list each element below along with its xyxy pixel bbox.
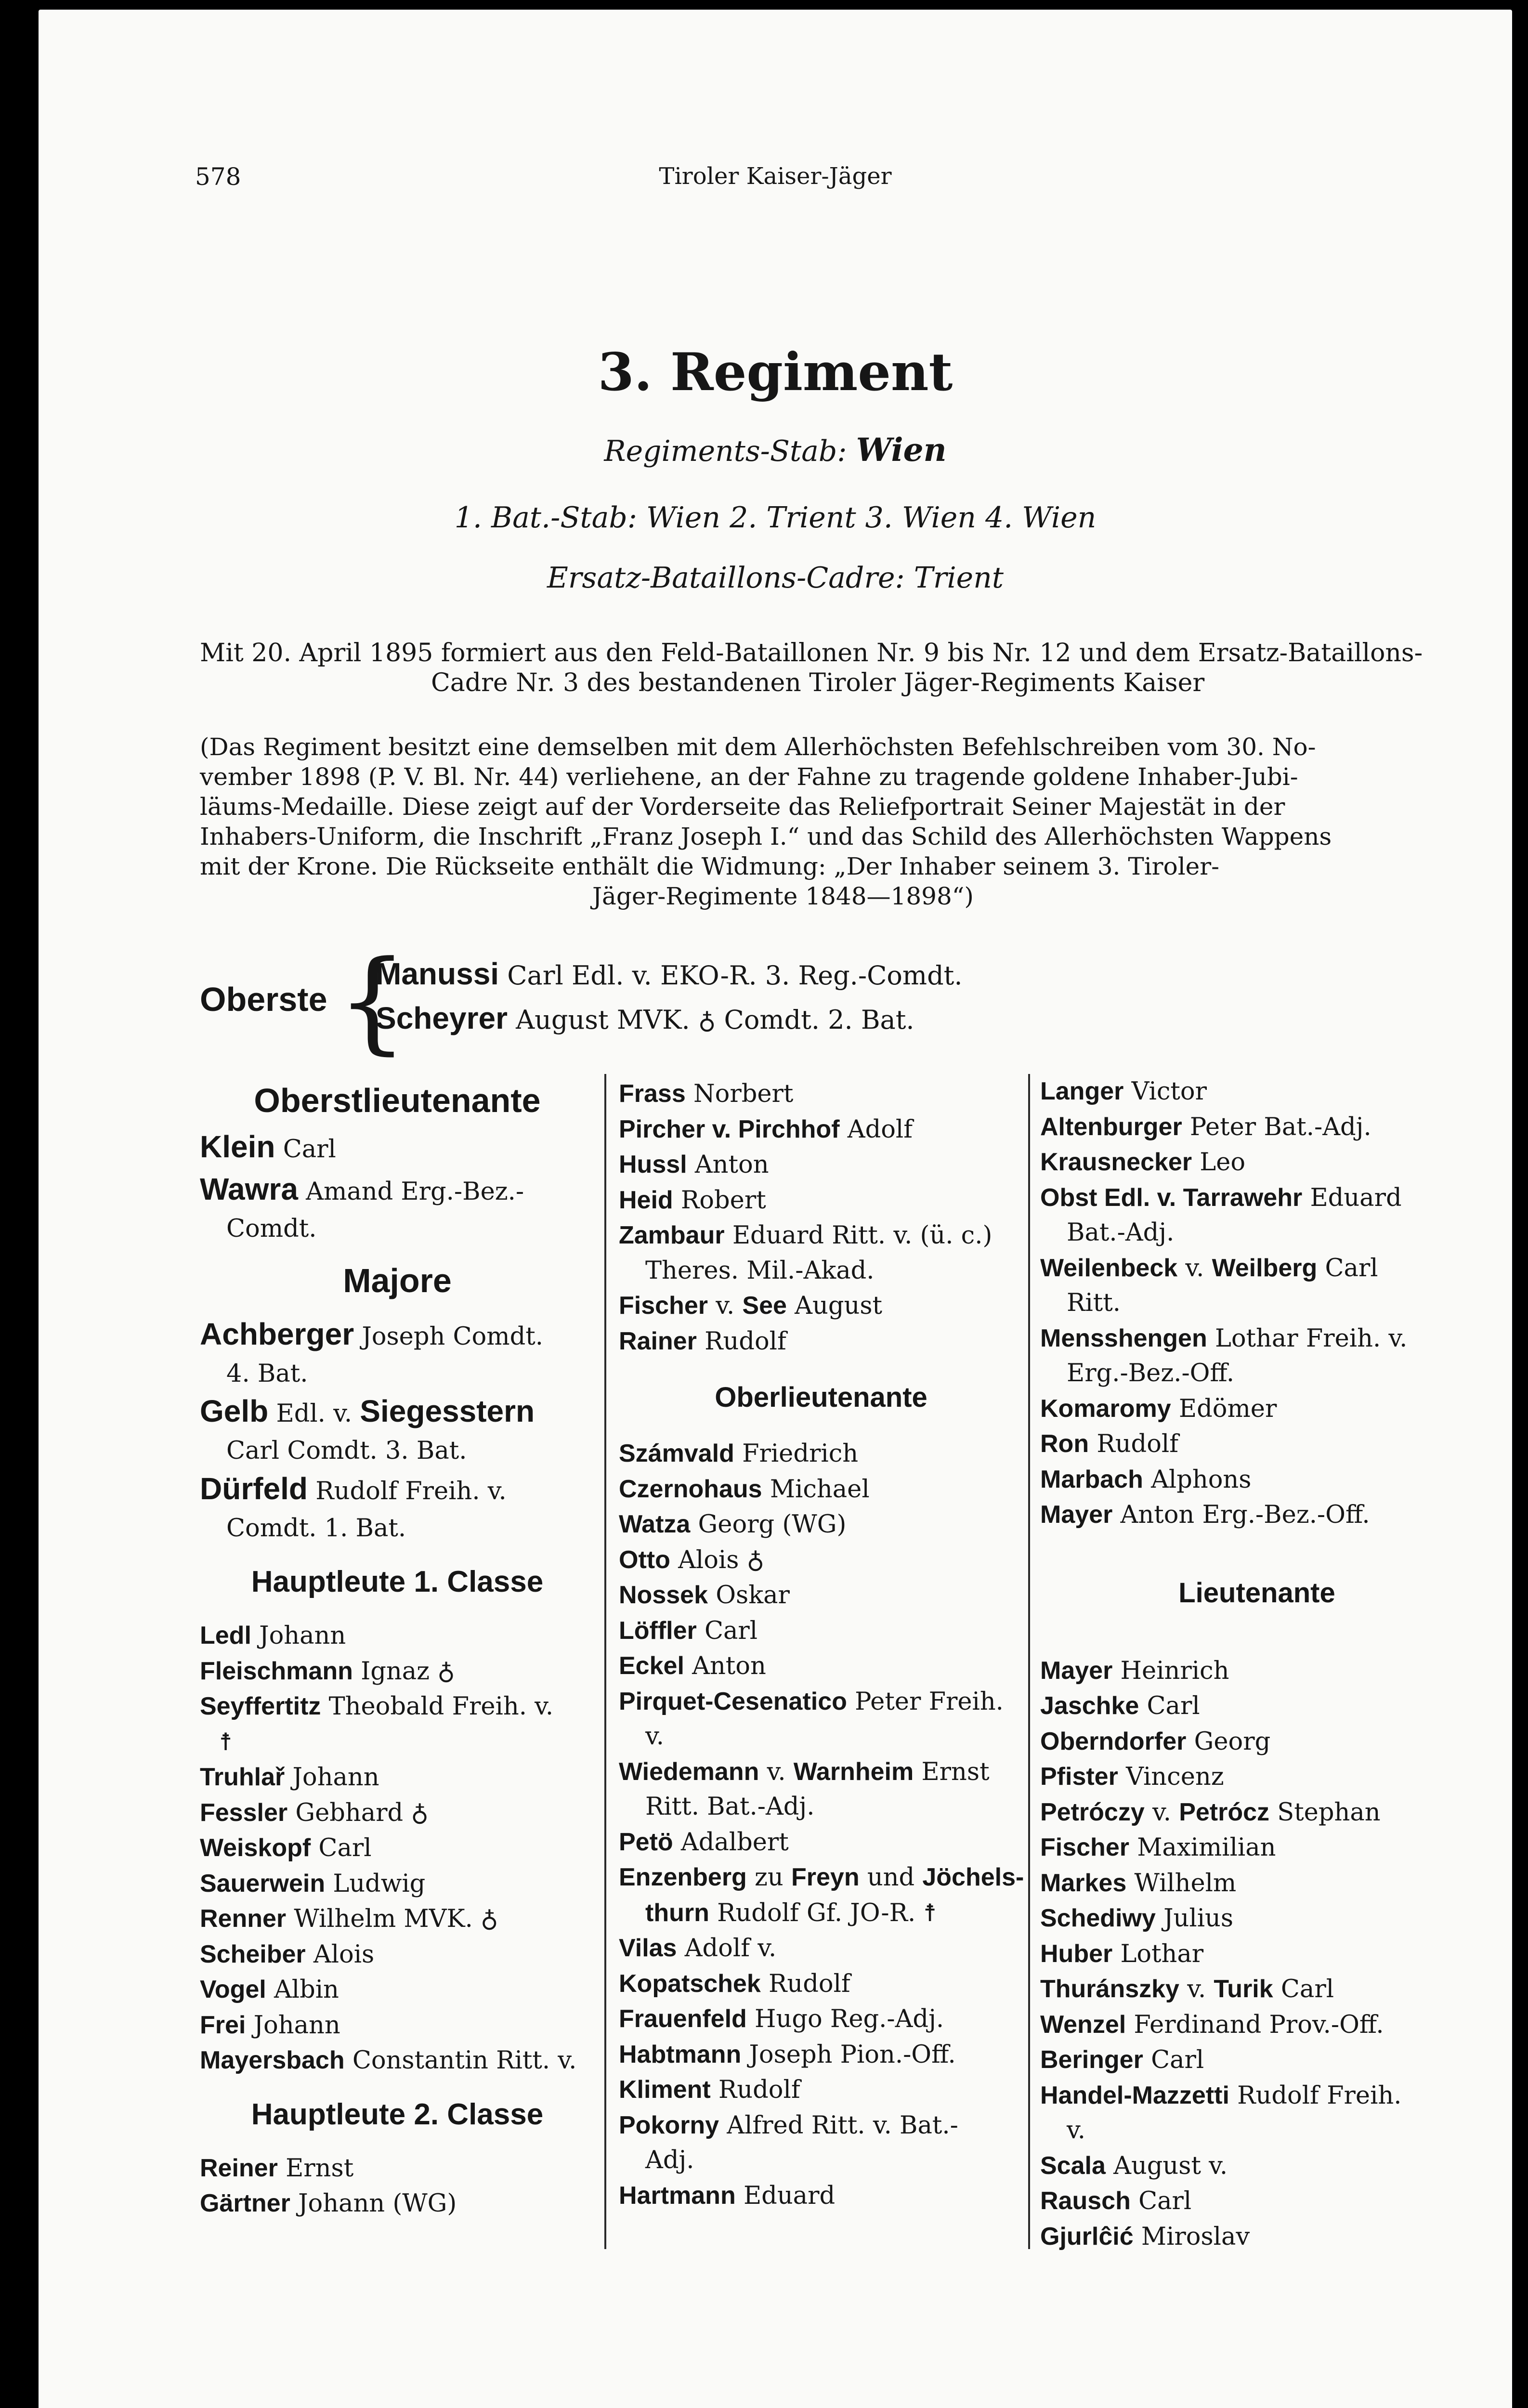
list-item	[200, 1169, 595, 1212]
entry-rest: Ernst	[921, 1757, 990, 1786]
list-item	[200, 2186, 595, 2222]
entry-name: Schediwy	[1040, 1904, 1156, 1932]
entry-rest: Johann (WG)	[298, 2189, 457, 2218]
cross-icon: ☨	[219, 1727, 233, 1756]
entry-name: See	[742, 1292, 787, 1320]
entry-rest: Theobald Freih. v.	[328, 1692, 554, 1721]
note-line: Jäger-Regimente 1848—1898“)	[592, 882, 974, 910]
note-line: Inhabers-Uniform, die Inschrift „Franz Joseph I.“ und das Schild des Allerhöchsten Wappens	[200, 823, 1332, 851]
entry-rest: Julius	[1163, 1904, 1234, 1933]
entry-name: Zambaur	[619, 1221, 725, 1249]
list-item	[619, 1288, 1023, 1324]
list-item	[1040, 1937, 1474, 1972]
entry-name: Marbach	[1040, 1465, 1143, 1493]
page-sheet	[39, 10, 1512, 2408]
decoration-icon: ♁	[437, 1657, 455, 1685]
entry-name: Löffler	[619, 1616, 697, 1645]
list-item	[200, 2043, 595, 2079]
list-item	[619, 1613, 1023, 1649]
entry-rest: Vincenz	[1126, 1763, 1224, 1791]
entry-rest: Maximilian	[1137, 1833, 1276, 1862]
entry-name: Mayer	[1040, 1656, 1113, 1685]
entry-name: Nossek	[619, 1581, 708, 1609]
entry-name: Hussl	[619, 1151, 687, 1178]
entry-rest: v.	[767, 1757, 786, 1786]
section-heading: Majore	[343, 1261, 452, 1299]
list-item-continuation	[619, 1896, 1023, 1931]
column-3	[1040, 1074, 1474, 2254]
oberste-rest: Carl Edl. v. EKO-R. 3. Reg.-Comdt.	[507, 960, 963, 991]
entry-name: Czernohaus	[619, 1475, 762, 1503]
entry-rest: Stephan	[1277, 1798, 1381, 1827]
entry-rest: Rudolf Gf. JO-R.	[717, 1898, 924, 1927]
list-item	[619, 1183, 1023, 1218]
entry-rest: Edl. v.	[276, 1400, 353, 1428]
entry-name: Frass	[619, 1080, 686, 1108]
list-item-continuation: Carl Comdt. 3. Bat.	[226, 1437, 467, 1465]
list-item	[200, 1972, 595, 2008]
entry-name: Beringer	[1040, 2046, 1143, 2074]
entry-rest: und	[867, 1863, 915, 1892]
entry-rest: Rudolf	[705, 1327, 786, 1356]
entry-rest: Alphons	[1151, 1465, 1252, 1494]
entry-rest: v.	[1187, 1975, 1206, 2003]
entry-rest: Amand Erg.-Bez.-	[306, 1178, 524, 1206]
entry-rest: Joseph Comdt.	[362, 1322, 543, 1351]
entry-rest: Leo	[1200, 1148, 1246, 1177]
entry-rest: Johann	[259, 1622, 346, 1650]
entry-rest: Carl	[1147, 1692, 1200, 1720]
list-item	[1040, 1688, 1474, 1724]
section-heading: Hauptleute 2. Classe	[251, 2097, 544, 2131]
entry-name: Ron	[1040, 1430, 1089, 1458]
entry-name: Fessler	[200, 1798, 288, 1827]
entry-rest: Wilhelm MVK.	[294, 1905, 481, 1933]
entry-rest: Edömer	[1178, 1394, 1277, 1423]
running-title: Tiroler Kaiser-Jäger	[659, 163, 892, 190]
list-item	[1040, 1724, 1474, 1760]
entry-rest: Carl	[704, 1616, 758, 1645]
list-item	[1040, 1866, 1474, 1901]
note-line: vember 1898 (P. V. Bl. Nr. 44) verliehene, an der Fahne zu tragende goldene Inhaber-Jubi-	[200, 763, 1298, 791]
list-item	[619, 1578, 1023, 1613]
list-item-continuation: Ritt. Bat.-Adj.	[645, 1793, 815, 1821]
list-item	[619, 1324, 1023, 1360]
entry-name: Komaromy	[1040, 1394, 1171, 1423]
entry-name: Fleischmann	[200, 1657, 353, 1685]
entry-name: Számvald	[619, 1440, 734, 1467]
entry-rest: v.	[1185, 1254, 1204, 1283]
entry-name: Siegesstern	[360, 1394, 535, 1428]
decoration-icon: ♁	[746, 1545, 765, 1574]
entry-rest: Anton Erg.-Bez.-Off.	[1120, 1501, 1370, 1529]
entry-name: Fischer	[1040, 1833, 1129, 1861]
entry-rest: Victor	[1131, 1077, 1207, 1106]
column-divider	[1028, 1074, 1030, 2249]
list-item	[619, 1754, 1023, 1790]
entry-name: Hartmann	[619, 2181, 736, 2210]
entry-rest: Albin	[274, 1976, 339, 2004]
entry-name: Renner	[200, 1905, 287, 1933]
list-item	[619, 1860, 1023, 1896]
list-item	[200, 1760, 595, 1795]
entry-rest: Carl	[318, 1834, 372, 1862]
oberste-name: Manussi	[376, 956, 499, 991]
list-item	[619, 1825, 1023, 1860]
entry-rest: Hugo Reg.-Adj.	[755, 2005, 944, 2033]
list-item	[1040, 2042, 1474, 2078]
list-item	[619, 1218, 1023, 1254]
entry-name: Weilenbeck	[1040, 1254, 1178, 1282]
list-item-continuation: 4. Bat.	[226, 1359, 308, 1388]
oberste-label: Oberste	[200, 981, 327, 1018]
list-item-continuation: Erg.-Bez.-Off.	[1067, 1359, 1235, 1387]
note-line: (Das Regiment besitzt eine demselben mit dem Allerhöchsten Befehlschreiben vom 30. No-	[200, 733, 1316, 761]
entry-name: Heid	[619, 1186, 673, 1214]
note-line: mit der Krone. Die Rückseite enthält die Widmung: „Der Inhaber seinem 3. Tiroler-	[200, 852, 1220, 880]
entry-rest: Carl	[283, 1135, 336, 1164]
list-item	[1040, 1391, 1474, 1427]
entry-name: Scheiber	[200, 1940, 306, 1968]
entry-rest: Norbert	[693, 1080, 794, 1108]
history-line-1: Mit 20. April 1895 formiert aus den Feld-Bataillonen Nr. 9 bis Nr. 12 und dem Ersatz-Bataillons-	[200, 639, 1423, 667]
entry-name: Scala	[1040, 2151, 1106, 2180]
list-item-continuation: Comdt. 1. Bat.	[226, 1514, 406, 1543]
entry-rest: Rudolf	[718, 2076, 800, 2104]
list-item	[200, 1618, 595, 1654]
entry-name: Pfister	[1040, 1763, 1118, 1791]
oberste-rest: August MVK.	[516, 1005, 698, 1035]
oberste-name: Scheyrer	[376, 1001, 508, 1035]
entry-rest: Robert	[680, 1186, 766, 1215]
entry-name: Langer	[1040, 1077, 1124, 1105]
entry-rest: Adolf v.	[684, 1934, 777, 1963]
list-item	[200, 1654, 595, 1689]
entry-rest: Wilhelm	[1134, 1869, 1237, 1898]
list-item	[200, 1901, 595, 1937]
list-item-continuation: Comdt.	[226, 1215, 317, 1243]
list-item	[200, 1469, 595, 1511]
entry-name: Seyffertitz	[200, 1692, 321, 1720]
entry-name: Pokorny	[619, 2111, 719, 2139]
list-item	[1040, 1497, 1474, 1533]
list-item	[619, 2037, 1023, 2073]
list-item	[619, 1436, 1023, 1472]
list-item	[200, 1391, 595, 1434]
entry-name: Petrócz	[1179, 1798, 1270, 1826]
entry-name: Pircher v. Pirchhof	[619, 1115, 840, 1143]
entry-rest: Heinrich	[1120, 1656, 1229, 1685]
entry-name: Fischer	[619, 1292, 708, 1320]
entry-name: Weilberg	[1212, 1254, 1318, 1282]
entry-rest: Eduard	[1310, 1183, 1402, 1212]
entry-name: Kopatschek	[619, 1969, 761, 1998]
entry-rest: Alois	[678, 1545, 747, 1574]
entry-rest: Miroslav	[1141, 2222, 1250, 2251]
battalion-staffs: 1. Bat.-Stab: Wien 2. Trient 3. Wien 4. Wien	[454, 501, 1097, 535]
entry-name: Handel-Mazzetti	[1040, 2081, 1229, 2109]
list-item	[619, 2108, 1023, 2144]
entry-rest: Eduard	[743, 2181, 836, 2210]
entry-name: Frauenfeld	[619, 2005, 747, 2033]
cross-icon: ☨	[923, 1898, 937, 1927]
entry-rest: Carl	[1325, 1254, 1378, 1283]
ersatz-cadre: Ersatz-Bataillons-Cadre: Trient	[547, 561, 1004, 595]
entry-rest: August v.	[1113, 2151, 1228, 2180]
list-item	[1040, 1759, 1474, 1795]
list-item	[1040, 1251, 1474, 1286]
list-item	[1040, 1830, 1474, 1866]
staff-label: Regiments-Stab:	[604, 434, 847, 468]
entry-name: Frei	[200, 2011, 246, 2039]
entry-name: Pirquet-Cesenatico	[619, 1687, 847, 1715]
entry-name: Freyn	[791, 1863, 860, 1891]
list-item	[1040, 1653, 1474, 1689]
list-item	[200, 2151, 595, 2186]
entry-rest: Oskar	[716, 1581, 790, 1610]
list-item	[619, 1147, 1023, 1183]
list-item	[619, 1472, 1023, 1507]
entry-rest: Ludwig	[333, 1869, 426, 1898]
regiment-title: 3. Regiment	[598, 342, 953, 403]
list-item	[619, 1076, 1023, 1112]
entry-name: Enzenberg	[619, 1863, 747, 1891]
list-item	[1040, 2078, 1474, 2114]
entry-rest: Adalbert	[680, 1828, 789, 1857]
entry-name: Obst Edl. v. Tarrawehr	[1040, 1183, 1303, 1212]
list-item-continuation: Ritt.	[1067, 1289, 1121, 1317]
entry-name: thurn	[645, 1898, 709, 1927]
entry-rest: Johann	[292, 1763, 379, 1792]
entry-name: Vogel	[200, 1976, 266, 2003]
section-heading: Oberstlieutenante	[254, 1082, 541, 1119]
list-item	[619, 1543, 1023, 1578]
entry-rest: Rudolf	[1097, 1430, 1179, 1458]
list-item	[1040, 2219, 1474, 2255]
decoration-icon: ♁	[411, 1798, 429, 1827]
entry-name: Jöchels-	[922, 1863, 1024, 1891]
list-item	[1040, 2148, 1474, 2184]
list-item	[1040, 2184, 1474, 2219]
entry-name: Mayersbach	[200, 2046, 345, 2074]
entry-name: Reiner	[200, 2154, 278, 2182]
list-item-continuation: v.	[645, 1722, 664, 1751]
list-item	[619, 1966, 1023, 2002]
entry-rest: Carl	[1138, 2187, 1192, 2215]
entry-name: Gelb	[200, 1394, 269, 1428]
entry-name: Rausch	[1040, 2187, 1131, 2215]
section-heading: Lieutenante	[1178, 1577, 1335, 1609]
decoration-icon: ♁	[481, 1905, 498, 1933]
entry-name: Vilas	[619, 1934, 677, 1962]
list-item	[1040, 1180, 1474, 1216]
oberste-brace: {	[337, 937, 408, 1066]
list-item	[1040, 1110, 1474, 1145]
entry-name: Watza	[619, 1510, 691, 1538]
page-number: 578	[195, 163, 241, 191]
entry-rest: Michael	[770, 1475, 870, 1504]
list-item	[200, 1795, 595, 1831]
list-item	[1040, 1321, 1474, 1357]
list-item-continuation: Theres. Mil.-Akad.	[645, 1256, 875, 1285]
entry-rest: Friedrich	[742, 1440, 859, 1468]
oberste-entry	[376, 1000, 914, 1036]
entry-name: Mensshengen	[1040, 1324, 1207, 1352]
list-item-continuation: v.	[1067, 2116, 1085, 2145]
column-1	[200, 1074, 595, 2222]
list-item	[619, 2178, 1023, 2214]
list-item	[200, 1689, 595, 1725]
entry-name: Gärtner	[200, 2189, 290, 2217]
entry-name: Kliment	[619, 2076, 711, 2104]
entry-rest: v.	[716, 1292, 735, 1320]
entry-rest: Ernst	[286, 2154, 354, 2183]
entry-name: Sauerwein	[200, 1869, 326, 1898]
list-item	[619, 1649, 1023, 1684]
entry-name: Gjurlĉić	[1040, 2222, 1134, 2251]
entry-rest: Alois	[313, 1940, 375, 1969]
entry-name: Thuránszky	[1040, 1975, 1179, 2003]
entry-rest: Johann	[253, 2011, 340, 2040]
entry-rest: Gebhard	[295, 1798, 411, 1827]
staff-city: Wien	[856, 431, 947, 469]
list-item	[1040, 1145, 1474, 1180]
entry-rest: v.	[1152, 1798, 1171, 1827]
history-line-2: Cadre Nr. 3 des bestandenen Tiroler Jäger-Regiments Kaiser	[431, 668, 1205, 697]
entry-name: Wiedemann	[619, 1757, 759, 1786]
oberste-rest: Comdt. 2. Bat.	[716, 1005, 914, 1035]
list-item	[619, 2002, 1023, 2037]
entry-rest: Eduard Ritt. v. (ü. c.)	[732, 1221, 993, 1250]
list-item	[1040, 1462, 1474, 1498]
list-item	[200, 1127, 595, 1169]
entry-rest: Lothar Freih. v.	[1215, 1324, 1408, 1353]
entry-rest: Anton	[694, 1151, 769, 1179]
entry-name: Altenburger	[1040, 1112, 1182, 1141]
list-item	[1040, 1901, 1474, 1937]
entry-name: Markes	[1040, 1869, 1127, 1897]
list-item	[1040, 1795, 1474, 1831]
list-item	[200, 1866, 595, 1902]
entry-name: Weiskopf	[200, 1834, 311, 1862]
regiment-staff	[39, 431, 1512, 469]
entry-name: Rainer	[619, 1327, 697, 1355]
entry-rest: August	[795, 1292, 882, 1320]
entry-rest: Rudolf	[768, 1969, 850, 1998]
section-heading: Hauptleute 1. Classe	[251, 1565, 544, 1598]
entry-name: Mayer	[1040, 1501, 1113, 1529]
entry-name: Krausnecker	[1040, 1148, 1192, 1176]
list-item-continuation: Bat.-Adj.	[1067, 1218, 1175, 1247]
entry-name: Jaschke	[1040, 1692, 1139, 1720]
entry-rest: Anton	[692, 1652, 766, 1680]
list-item-continuation: Adj.	[645, 2146, 694, 2174]
entry-name: Oberndorfer	[1040, 1727, 1187, 1755]
entry-name: Ledl	[200, 1622, 251, 1649]
entry-name: Habtmann	[619, 2040, 742, 2068]
entry-name: Wenzel	[1040, 2010, 1126, 2039]
entry-rest: Joseph Pion.-Off.	[749, 2040, 956, 2069]
column-2	[619, 1076, 1023, 2213]
list-item	[1040, 1074, 1474, 1110]
entry-rest: Alfred Ritt. v. Bat.-	[727, 2111, 958, 2140]
entry-name: Wawra	[200, 1172, 298, 1206]
list-item	[200, 1937, 595, 1973]
entry-rest: Lothar	[1120, 1939, 1204, 1968]
list-item	[1040, 2007, 1474, 2043]
entry-name: Huber	[1040, 1939, 1113, 1968]
list-item	[200, 1314, 595, 1357]
entry-rest: Rudolf Freih. v.	[315, 1477, 507, 1505]
entry-rest: Carl	[1280, 1975, 1334, 2003]
list-item	[619, 1507, 1023, 1543]
entry-name: Klein	[200, 1129, 275, 1164]
list-item	[619, 2072, 1023, 2108]
list-item-continuation	[200, 1725, 595, 1760]
entry-rest: Peter Bat.-Adj.	[1189, 1112, 1371, 1141]
entry-name: Truhlař	[200, 1763, 285, 1791]
entry-rest: Constantin Ritt. v.	[352, 2046, 577, 2075]
entry-name: Warnheim	[793, 1757, 914, 1786]
list-item	[619, 1684, 1023, 1720]
entry-rest: Ferdinand Prov.-Off.	[1134, 2010, 1384, 2039]
entry-rest: Adolf	[847, 1115, 913, 1144]
list-item	[1040, 1426, 1474, 1462]
entry-name: Eckel	[619, 1652, 684, 1680]
list-item	[1040, 1972, 1474, 2007]
entry-name: Turik	[1214, 1975, 1273, 2003]
decoration-icon: ♁	[698, 1007, 716, 1034]
list-item	[200, 1831, 595, 1866]
entry-name: Dürfeld	[200, 1471, 308, 1506]
entry-rest: zu	[755, 1863, 784, 1892]
oberste-entry	[376, 956, 963, 992]
note-line: läums-Medaille. Diese zeigt auf der Vorderseite das Reliefportrait Seiner Majestät in der	[200, 793, 1285, 821]
entry-name: Achberger	[200, 1316, 354, 1351]
section-heading: Oberlieutenante	[715, 1382, 927, 1413]
list-item	[619, 1112, 1023, 1148]
entry-rest: Georg	[1194, 1727, 1271, 1756]
column-divider	[604, 1074, 606, 2249]
entry-name: Petö	[619, 1828, 673, 1856]
entry-name: Otto	[619, 1545, 670, 1574]
entry-rest: Georg (WG)	[698, 1510, 847, 1539]
entry-rest: Peter Freih.	[855, 1687, 1004, 1716]
entry-name: Petróczy	[1040, 1798, 1145, 1826]
entry-rest: Carl	[1151, 2046, 1204, 2074]
entry-rest: Ignaz	[361, 1657, 438, 1686]
list-item	[619, 1931, 1023, 1966]
entry-rest: Rudolf Freih.	[1237, 2081, 1402, 2110]
list-item	[200, 2008, 595, 2043]
